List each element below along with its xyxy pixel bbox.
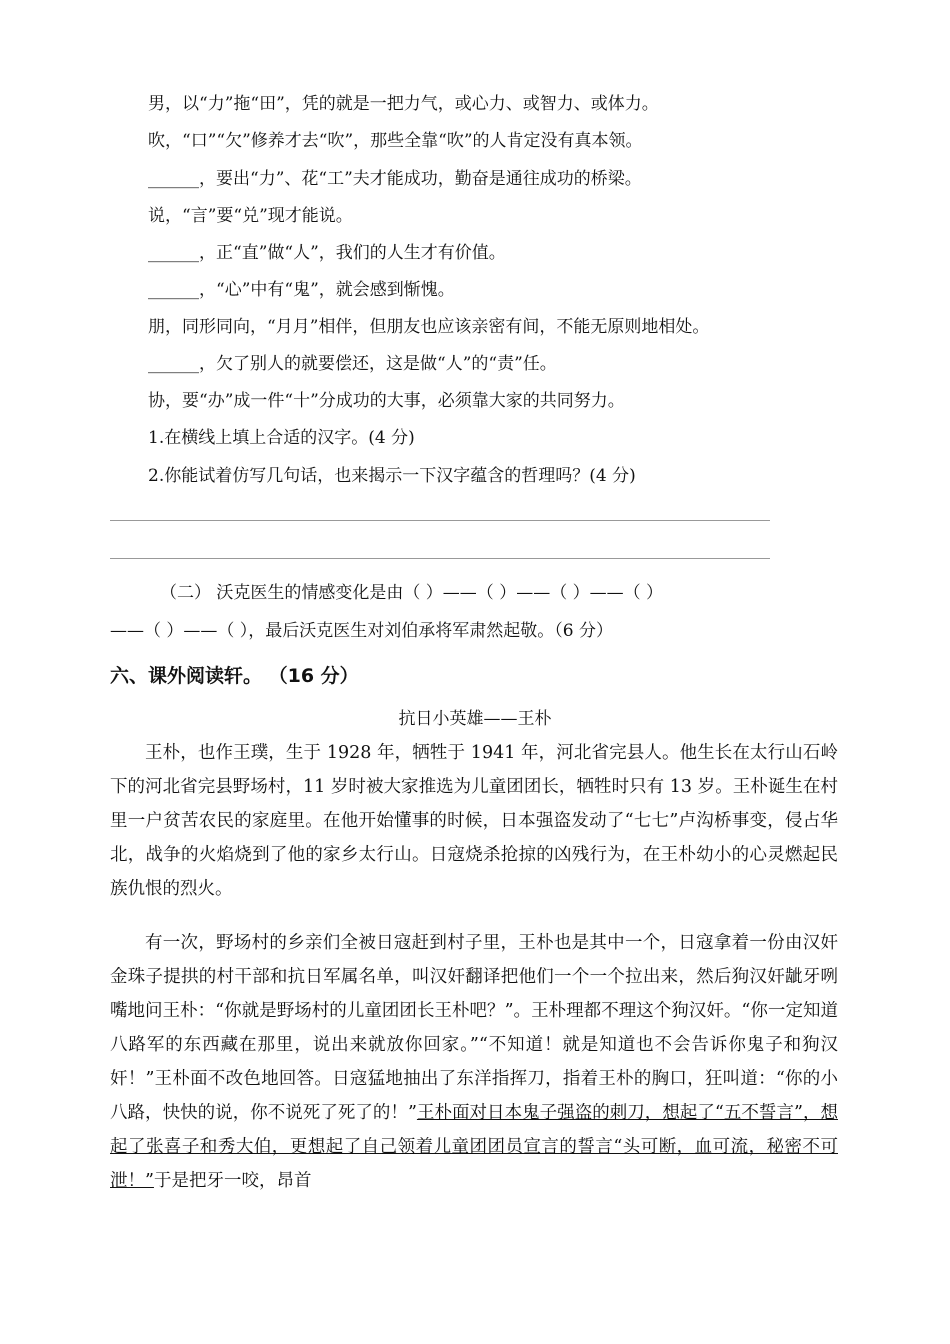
- section-heading: 六、课外阅读轩。 （16 分）: [110, 665, 359, 687]
- riddle-line: 说，“言”要“兑”现才能说。: [148, 206, 353, 226]
- story-title: 抗日小英雄——王朴: [398, 709, 552, 729]
- question-2: 2.你能试着仿写几句话，也来揭示一下汉字蕴含的哲理吗？(4 分): [148, 466, 636, 486]
- riddle-line-blank[interactable]: ______，“心”中有“鬼”，就会感到惭愧。: [148, 280, 455, 300]
- answer-line-2[interactable]: [110, 558, 770, 559]
- riddle-line: 吹，“口”“欠”修养才去“吹”，那些全靠“吹”的人肯定没有真本领。: [148, 131, 643, 151]
- riddle-line: 男，以“力”拖“田”，凭的就是一把力气，或心力、或智力、或体力。: [148, 94, 659, 114]
- underlined-passage: 王朴面对日本鬼子强盗的刺刀，想起了“五不誓言”，想起了张喜子和秀大伯，更想起了自己领着儿童团团员宣言的誓言“头可断，血可流，秘密不可泄！”: [110, 1103, 838, 1191]
- question-emotion-line2: ——（ ）——（ ），最后沃克医生对刘伯承将军肃然起敬。（6 分）: [110, 621, 614, 641]
- riddle-line: 朋，同形同向，“月月”相伴，但朋友也应该亲密有间，不能无原则地相处。: [148, 317, 710, 337]
- answer-line-1[interactable]: [110, 520, 770, 521]
- story-paragraph-2-text: 有一次，野场村的乡亲们全被日寇赶到村子里，王朴也是其中一个，日寇拿着一份由汉奸金珠子提拱的村干部和抗日军属名单，叫汉奸翻译把他们一个一个拉出来，然后狗汉奸龇牙咧嘴地问王朴：“你就是野场村的儿童团团长王朴吧？”。王朴理都不理这个狗汉奸。“你一定知道八路军的东西藏在那里，说出来就放你回家。”“不知道！就是知道也不会告诉你鬼子和狗汉奸！”王朴面不改色地回答。日寇猛地抽出了东洋指挥刀，指着王朴的胸口，狂叫道：“你的小八路，快快的说，你不说死了死了的！”: [110, 933, 838, 1123]
- riddle-line-blank[interactable]: ______，要出“力”、花“工”夫才能成功，勤奋是通往成功的桥梁。: [148, 169, 642, 189]
- riddle-line-blank[interactable]: ______，欠了别人的就要偿还，这是做“人”的“责”任。: [148, 354, 557, 374]
- riddle-line-blank[interactable]: ______，正“直”做“人”，我们的人生才有价值。: [148, 243, 506, 263]
- question-emotion-line1: （二） 沃克医生的情感变化是由（ ）——（ ）——（ ）——（ ）: [160, 583, 664, 603]
- story-paragraph-2-tail: 于是把牙一咬，昂首: [153, 1171, 312, 1191]
- question-1: 1.在横线上填上合适的汉字。(4 分): [148, 428, 415, 448]
- story-paragraph-1: 王朴，也作王璞，生于 1928 年，牺牲于 1941 年，河北省完县人。他生长在太行山石岭下的河北省完县野场村，11 岁时被大家推选为儿童团团长，牺牲时只有 13 岁。王朴诞生在村里一户贫苦农民的家庭里。在他开始懂事的时候，日本强盗发动了“七七”卢沟桥事变，侵占华北，战争的火焰烧到了他的家乡太行山。日寇烧杀抢掠的凶残行为，在王朴幼小的心灵燃起民族仇恨的烈火。: [110, 743, 838, 899]
- story-paragraph-2: [110, 926, 838, 1198]
- riddle-line: 协，要“办”成一件“十”分成功的大事，必须靠大家的共同努力。: [148, 391, 625, 411]
